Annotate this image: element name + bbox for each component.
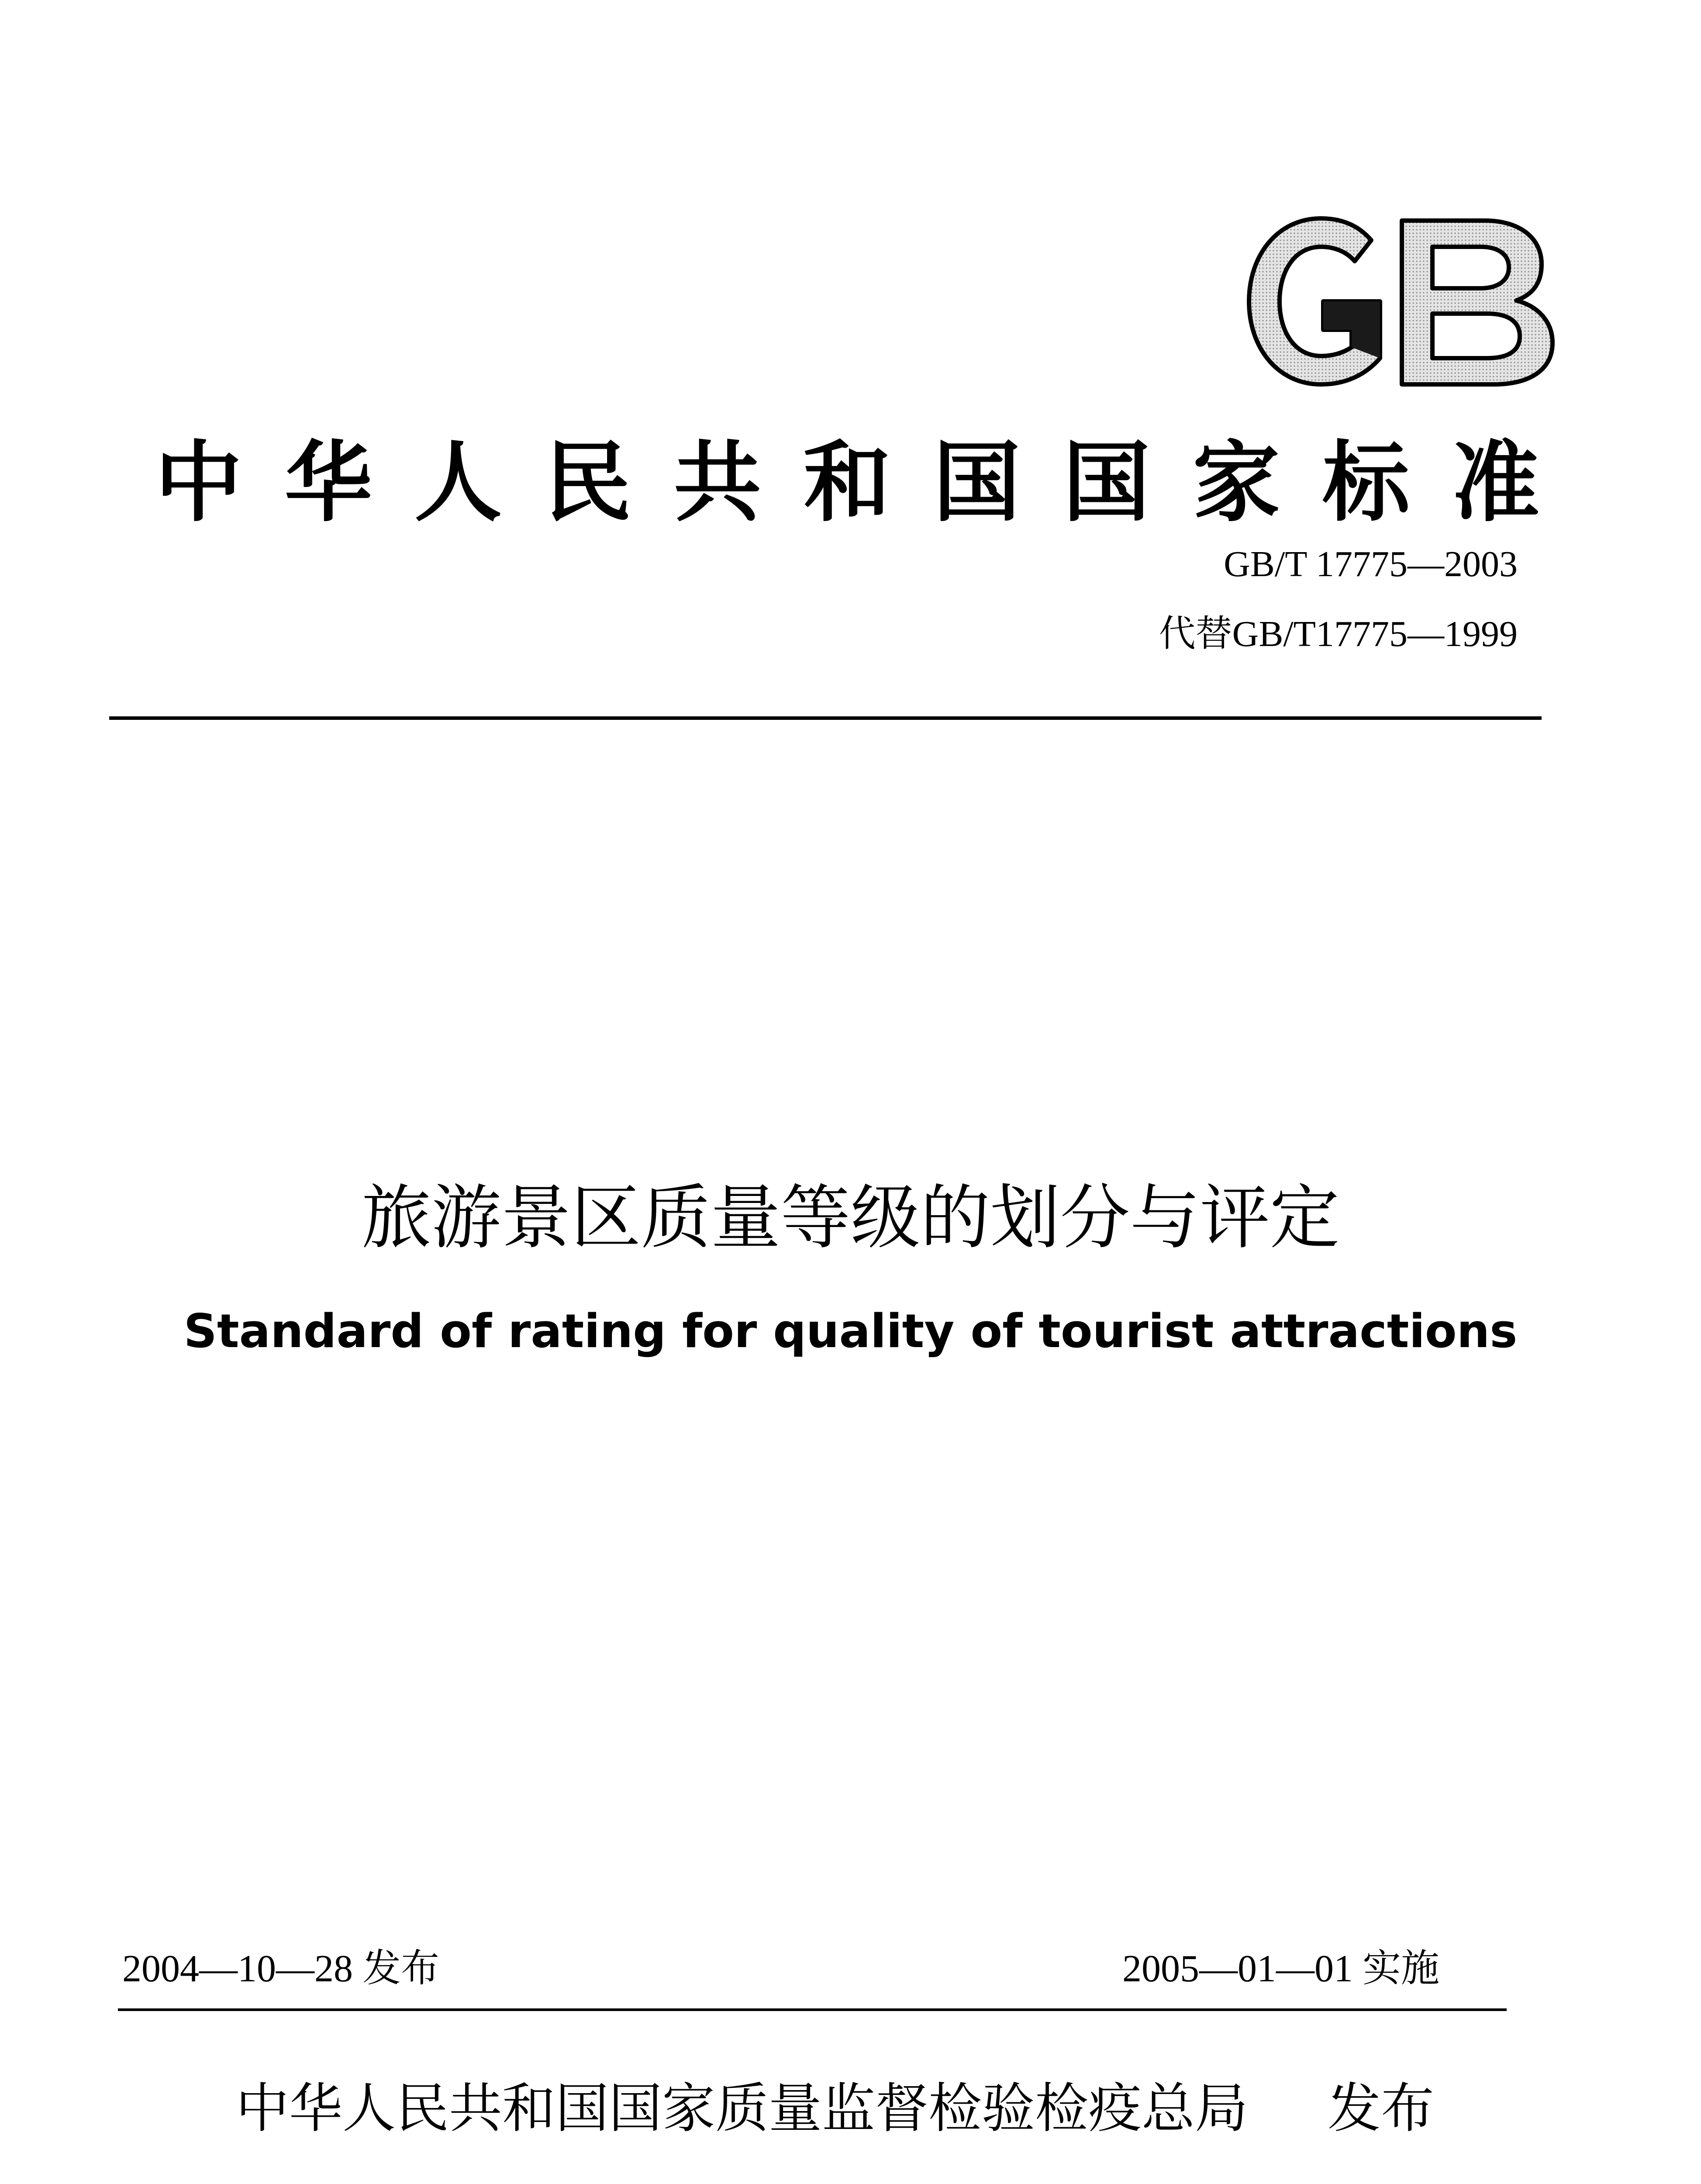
standard-number: GB/T 17775—2003 (1224, 544, 1518, 584)
document-title-english: Standard of rating for quality of tourist attractions (183, 1304, 1518, 1358)
effective-date: 2005—01—01 实施 (1122, 1948, 1440, 1990)
header-char: 国 (933, 431, 1021, 534)
header-char: 华 (284, 431, 372, 534)
header-char: 国 (1063, 431, 1150, 534)
header-char: 准 (1452, 431, 1539, 534)
document-title-chinese: 旅游景区质量等级的划分与评定 (361, 1177, 1340, 1258)
replaces-standard-number: 代替GB/T17775—1999 (1159, 614, 1518, 654)
header-char: 家 (1192, 431, 1280, 534)
header-char: 民 (544, 431, 631, 534)
national-standard-title (148, 424, 1546, 542)
header-char: 标 (1322, 431, 1410, 534)
footer-divider (118, 2008, 1507, 2011)
header-char: 和 (803, 431, 891, 534)
issuer-name: 中华人民共和国国家质量监督检验检疫总局 (236, 2077, 1248, 2139)
header-char: 共 (673, 431, 761, 534)
issuer-action: 发布 (1328, 2077, 1434, 2139)
header-char: 人 (414, 431, 502, 534)
issue-date: 2004—10—28 发布 (122, 1948, 440, 1990)
header-char: 中 (155, 431, 242, 534)
header-divider (109, 716, 1542, 720)
gb-logo (1240, 214, 1563, 389)
